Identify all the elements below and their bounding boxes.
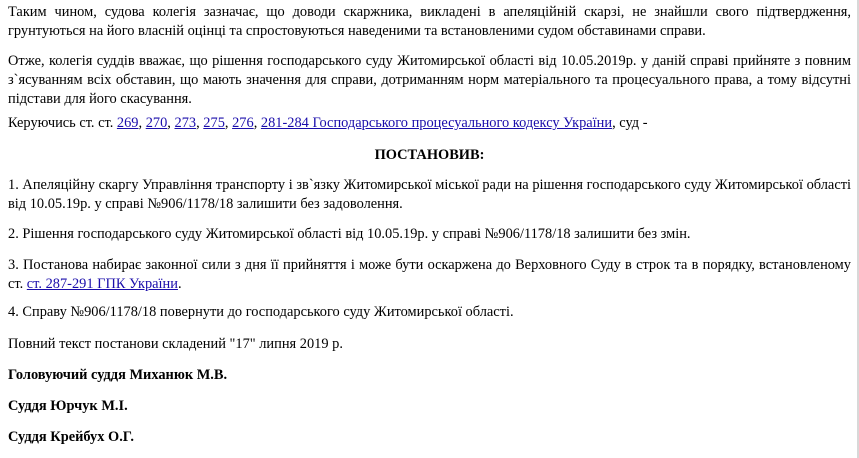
link-articles-281-284-gpk[interactable]: 281-284 Господарського процесуального кодексу України: [260, 115, 613, 131]
paragraph-legal-basis: [8, 114, 851, 133]
resolution-item-1: 1. Апеляційну скаргу Управління транспорту і зв`язку Житомирської міської ради на рішення господарського суду Житомирської області від 10.05.19р. у справі №906/1178/18 залишити без задоволення.: [8, 177, 851, 212]
presiding-judge: Головуючий суддя Миханюк М.В.: [8, 367, 228, 383]
separator: ,: [196, 115, 204, 131]
legal-basis-prefix: Керуючись ст. ст.: [8, 115, 117, 131]
resolution-item-3: [8, 256, 851, 294]
full-text-date: Повний текст постанови складений "17" липня 2019 р.: [8, 336, 343, 352]
separator: ,: [167, 115, 175, 131]
paragraph-conclusion: Таким чином, судова колегія зазначає, що доводи скаржника, викладені в апеляційній скарзі, не знайшли свого підтвердження, грунтуються на його власній оцінці та спростовуються наведеними та встановленими судом обставинами справи.: [8, 4, 851, 39]
paragraph-board-opinion: Отже, колегія суддів вважає, що рішення господарського суду Житомирської області від 10.05.2019р. у даній справі прийняте з повним з`ясуванням всіх обставин, що мають значення для справи, дотриманням норм матеріального та процесуального права, а тому відсутні підстави для його скасування.: [8, 53, 851, 107]
link-article-270[interactable]: 270: [145, 115, 168, 131]
resolution-item-3-suffix: .: [177, 276, 182, 292]
judge-signature-2: Суддя Крейбух О.Г.: [8, 429, 134, 445]
resolution-item-3-prefix: 3. Постанова набирає законної сили з дня її прийняття і може бути оскаржена до Верховного Суду в строк та в порядку, встановленому ст.: [8, 257, 851, 292]
separator: ,: [224, 115, 233, 131]
legal-basis-suffix: , суд -: [612, 115, 648, 131]
link-article-275[interactable]: 275: [203, 115, 225, 131]
judge-signature-1: Суддя Юрчук М.І.: [8, 398, 128, 414]
link-articles-287-291-gpk[interactable]: ст. 287-291 ГПК України: [26, 276, 178, 292]
resolution-heading: ПОСТАНОВИВ:: [374, 147, 485, 163]
resolution-item-4: 4. Справу №906/1178/18 повернути до господарського суду Житомирської області.: [8, 304, 514, 320]
link-article-276[interactable]: 276: [232, 115, 254, 131]
separator: ,: [253, 115, 261, 131]
link-article-273[interactable]: 273: [174, 115, 197, 131]
resolution-item-2: 2. Рішення господарського суду Житомирської області від 10.05.19р. у справі №906/1178/18 залишити без змін.: [8, 226, 691, 242]
separator: ,: [138, 115, 146, 131]
link-article-269[interactable]: 269: [116, 115, 139, 131]
